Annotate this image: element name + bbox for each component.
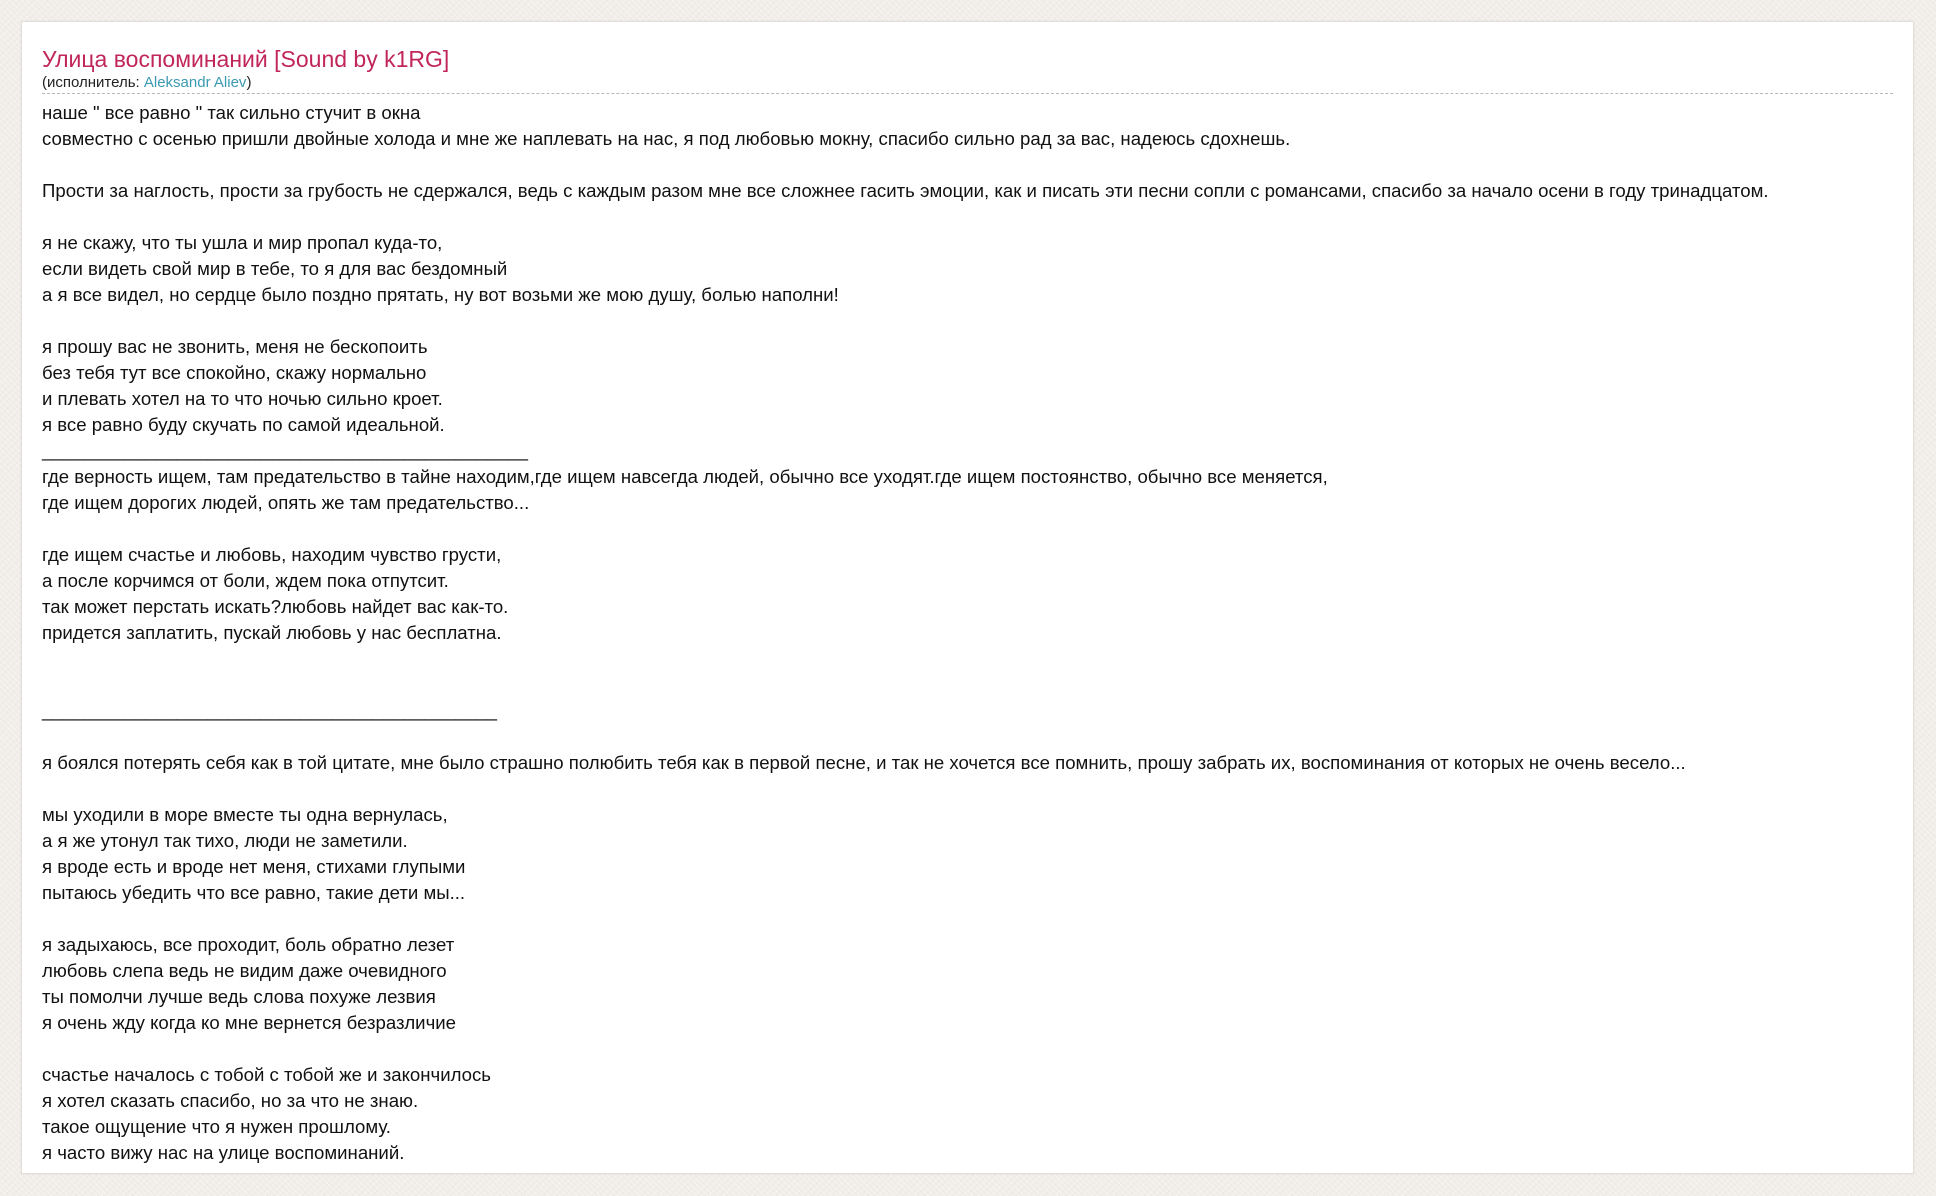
- lyrics-line: без тебя тут все спокойно, скажу нормально: [42, 362, 427, 383]
- lyrics-blank-line: [42, 646, 1914, 672]
- lyrics-line: пытаюсь убедить что все равно, такие дети мы...: [42, 882, 466, 903]
- lyrics-line: а я все видел, но сердце было поздно прятать, ну вот возьми же мою душу, болью наполни!: [42, 284, 839, 305]
- song-header: [42, 42, 1893, 94]
- lyrics-line: такое ощущение что я нужен прошлому.: [42, 1116, 391, 1137]
- lyrics-line: наше " все равно " так сильно стучит в окна: [42, 102, 421, 123]
- lyrics-line: придется заплатить, пускай любовь у нас бесплатна.: [42, 622, 502, 643]
- lyrics-line: я очень жду когда ко мне вернется безразличие: [42, 1012, 456, 1033]
- lyrics-body: [42, 100, 1914, 1166]
- lyrics-blank-line: [42, 776, 1914, 802]
- lyrics-line: и плевать хотел на то что ночью сильно кроет.: [42, 388, 443, 409]
- lyrics-line: я задыхаюсь, все проходит, боль обратно лезет: [42, 934, 455, 955]
- performer-suffix: ): [246, 74, 252, 91]
- lyrics-line: так может перстать искать?любовь найдет вас как-то.: [42, 596, 509, 617]
- lyrics-line: ты помолчи лучше ведь слова похуже лезвия: [42, 986, 436, 1007]
- lyrics-line: я часто вижу нас на улице воспоминаний.: [42, 1142, 405, 1163]
- lyrics-blank-line: [42, 724, 1914, 750]
- lyrics-line: Прости за наглость, прости за грубость не сдержался, ведь с каждым разом мне все сложнее гасить эмоции, как и писать эти песни сопли с романсами, спасибо за начало осени в году тринадцатом.: [42, 180, 1769, 201]
- lyrics-line: мы уходили в море вместе ты одна вернулась,: [42, 804, 448, 825]
- lyrics-line: где ищем дорогих людей, опять же там предательство...: [42, 492, 530, 513]
- lyrics-line: если видеть свой мир в тебе, то я для вас бездомный: [42, 258, 508, 279]
- lyrics-line: где верность ищем, там предательство в тайне находим,где ищем навсегда людей, обычно все уходят.где ищем постоянство, обычно все меняется,: [42, 466, 1328, 487]
- lyrics-card: [21, 21, 1914, 1174]
- lyrics-line: счастье началось с тобой с тобой же и закончилось: [42, 1064, 491, 1085]
- lyrics-line: я не скажу, что ты ушла и мир пропал куда-то,: [42, 232, 443, 253]
- lyrics-line: я все равно буду скучать по самой идеальной.: [42, 414, 445, 435]
- lyrics-blank-line: [42, 1036, 1914, 1062]
- lyrics-blank-line: [42, 516, 1914, 542]
- lyrics-line: я боялся потерять себя как в той цитате, мне было страшно полюбить тебя как в первой песне, и так не хочется все помнить, прошу забрать их, воспоминания от которых не очень весело...: [42, 752, 1686, 773]
- lyrics-line: где ищем счастье и любовь, находим чувство грусти,: [42, 544, 502, 565]
- lyrics-line: _______________________________________________: [42, 440, 529, 461]
- lyrics-blank-line: [42, 152, 1914, 178]
- lyrics-line: ____________________________________________: [42, 700, 498, 721]
- lyrics-blank-line: [42, 204, 1914, 230]
- performer-prefix: (исполнитель:: [42, 74, 144, 91]
- lyrics-line: любовь слепа ведь не видим даже очевидного: [42, 960, 447, 981]
- lyrics-line: я хотел сказать спасибо, но за что не знаю.: [42, 1090, 419, 1111]
- lyrics-line: я прошу вас не звонить, меня не бескопоить: [42, 336, 428, 357]
- lyrics-line: а я же утонул так тихо, люди не заметили.: [42, 830, 408, 851]
- performer-link[interactable]: Aleksandr Aliev: [143, 74, 247, 91]
- lyrics-line: а после корчимся от боли, ждем пока отпутсит.: [42, 570, 449, 591]
- performer-line: [42, 74, 1893, 92]
- lyrics-blank-line: [42, 906, 1914, 932]
- lyrics-blank-line: [42, 672, 1914, 698]
- lyrics-line: совместно с осенью пришли двойные холода и мне же наплевать на нас, я под любовью мокну, спасибо сильно рад за вас, надеюсь сдохнешь.: [42, 128, 1291, 149]
- lyrics-line: я вроде есть и вроде нет меня, стихами глупыми: [42, 856, 466, 877]
- song-title: Улица воспоминаний [Sound by k1RG]: [42, 46, 450, 72]
- lyrics-blank-line: [42, 308, 1914, 334]
